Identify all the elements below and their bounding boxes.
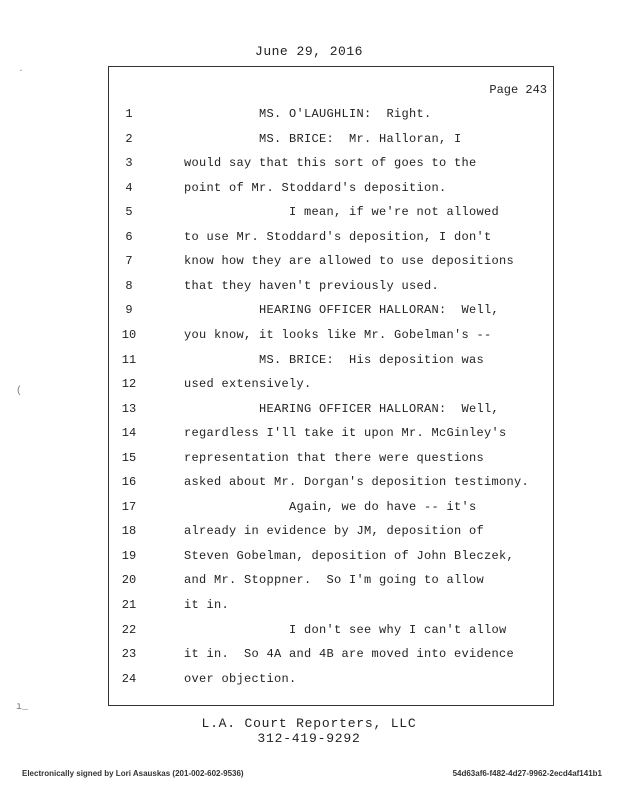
line-number: 19 [121,548,137,563]
transcript-line: would say that this sort of goes to the [184,156,477,171]
transcript-line: HEARING OFFICER HALLORAN: Well, [259,401,500,416]
transcript-line: Again, we do have -- it's [289,499,477,514]
line-number: 14 [121,426,137,441]
transcript-line: I don't see why I can't allow [289,622,507,637]
line-number: 21 [121,598,137,612]
court-reporter-name: L.A. Court Reporters, LLC [201,716,417,731]
line-number: 12 [121,377,137,392]
line-number: 13 [121,401,137,416]
transcript-line: that they haven't previously used. [184,278,440,293]
line-number: 4 [125,180,133,195]
line-number: 7 [125,254,133,269]
transcript-line: MS. O'LAUGHLIN: Right. [259,107,432,121]
line-number: 1 [125,107,133,121]
transcript-line: and Mr. Stoppner. So I'm going to allow [184,573,485,588]
transcript-line: Steven Gobelman, deposition of John Bleczek, [184,548,515,563]
transcript-line: it in. [184,598,230,612]
transcript-line: it in. So 4A and 4B are moved into evidence [184,647,515,662]
line-number: 2 [125,131,133,146]
date-header: June 29, 2016 [255,44,363,59]
line-number: 9 [125,303,133,318]
line-number: 17 [121,499,137,514]
court-reporter-phone: 312-419-9292 [257,731,361,746]
transcript-line: point of Mr. Stoddard's deposition. [184,180,447,195]
transcript-line: used extensively. [184,377,312,392]
scan-artifact: ı_ [16,702,29,713]
line-number: 3 [125,156,133,171]
line-number: 24 [121,671,137,686]
transcript-line: regardless I'll take it upon Mr. McGinley's [184,426,507,441]
line-number: 6 [125,229,133,244]
line-number: 16 [121,475,137,490]
transcript-line: representation that there were questions [184,450,485,465]
line-number: 15 [121,450,137,465]
line-number: 20 [121,573,137,588]
line-number: 10 [121,327,137,342]
transcript-line: MS. BRICE: His deposition was [259,352,485,367]
line-number: 18 [121,524,137,539]
transcript-line: asked about Mr. Dorgan's deposition testimony. [184,475,530,490]
transcript-line: I mean, if we're not allowed [289,205,500,220]
transcript-line: MS. BRICE: Mr. Halloran, I [259,131,462,146]
transcript-line: over objection. [184,671,297,686]
transcript-line: you know, it looks like Mr. Gobelman's -- [184,327,492,342]
scan-artifact: ( [16,386,23,397]
transcript-line: HEARING OFFICER HALLORAN: Well, [259,303,500,318]
transcript-line: know how they are allowed to use depositions [184,254,515,269]
page-number: Page 243 [489,83,547,97]
line-number: 23 [121,647,137,662]
transcript-line: already in evidence by JM, deposition of [184,524,485,539]
line-number: 22 [121,622,137,637]
line-number: 5 [125,205,133,220]
document-hash: 54d63af6-f482-4d27-9962-2ecd4af141b1 [452,769,602,778]
line-number: 8 [125,278,133,293]
line-number: 11 [121,352,137,367]
transcript-page [108,66,554,706]
transcript-line: to use Mr. Stoddard's deposition, I don't [184,229,492,244]
scan-artifact: ´ [18,70,25,81]
electronic-signature: Electronically signed by Lori Asauskas (201-002-602-9536) [22,769,244,778]
